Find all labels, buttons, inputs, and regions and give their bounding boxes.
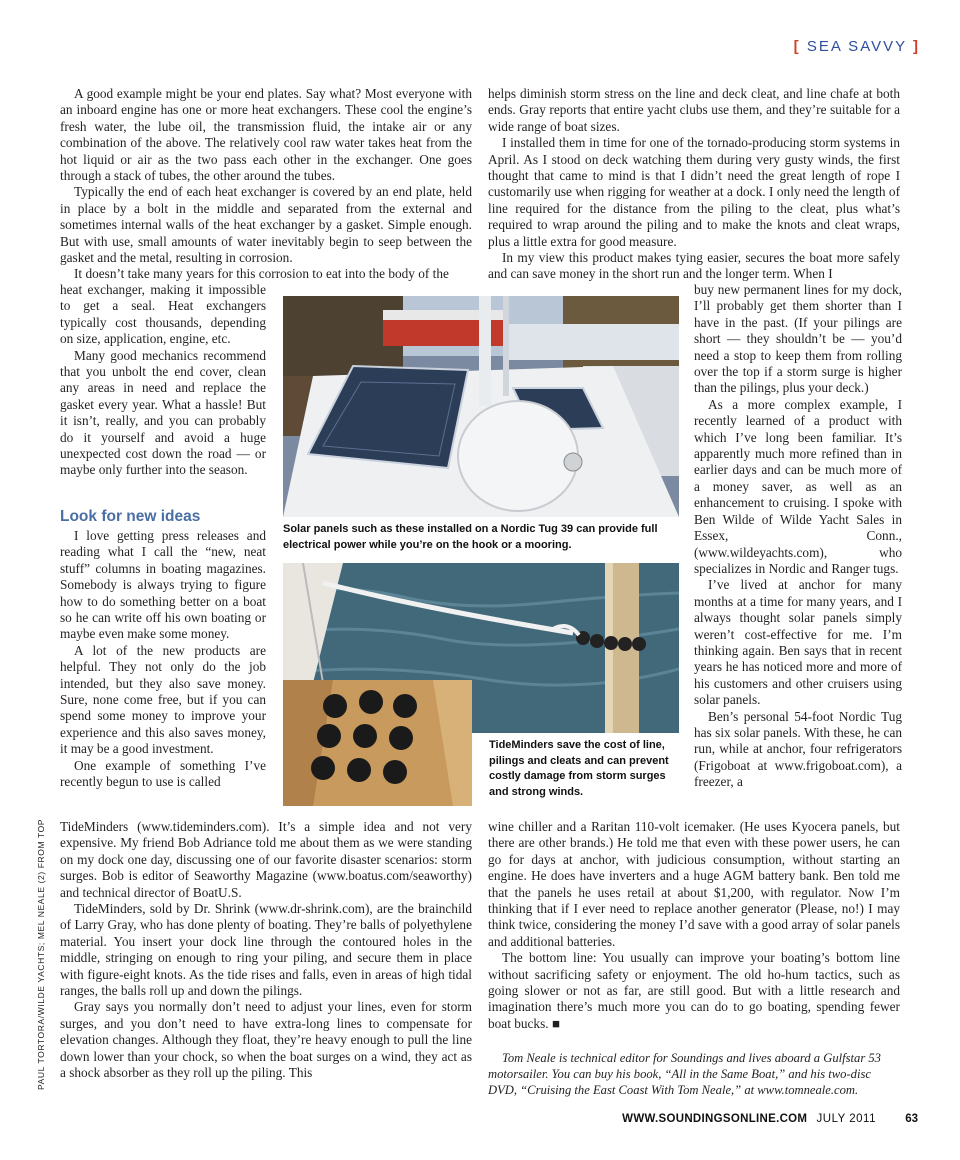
column-left-top bbox=[60, 86, 472, 283]
paragraph: It doesn’t take many years for this corrosion to eat into the body of the bbox=[74, 266, 449, 282]
photo-credit: PAUL TORTORA/WILDE YACHTS; MEL NEALE (2) FROM TOP bbox=[36, 818, 46, 1090]
subhead: Look for new ideas bbox=[60, 508, 201, 525]
bracket-open: [ bbox=[793, 38, 801, 55]
footer-issue-date: JULY 2011 bbox=[816, 1113, 876, 1125]
column-right-top bbox=[488, 86, 900, 283]
column-right-bottom bbox=[488, 819, 900, 1032]
solar-boat-illustration bbox=[283, 296, 679, 517]
paragraph: Ben’s personal 54-foot Nordic Tug has six solar panels. With these, he can run, while at anchor, four refrigerators (Frigoboat at www.frigoboat.com), a freezer, a bbox=[694, 708, 902, 790]
footer-url: WWW.SOUNDINGSONLINE.COM bbox=[622, 1113, 808, 1125]
paragraph: I love getting press releases and reading what I call the “new, neat stuff” columns in boating magazines. Somebody is always trying to figure how to do something better on a boat so he can write off his own boating or maybe even make some money. bbox=[60, 528, 266, 642]
caption-tideminders: TideMinders save the cost of line, pilings and cleats and can prevent costly damage from storm surges and strong winds. bbox=[489, 739, 669, 798]
paragraph: TideMinders (www.tideminders.com). It’s a simple idea and not very expensive. My friend Bob Adriance told me about them as we were standing on my dock one day, discussing one of our favorite disaster scenarios: storm surges. Bob is editor of Seaworthy Magazine (www.boatus.com/seaworthy) and technical director of BoatU.S. bbox=[60, 819, 472, 900]
paragraph: heat exchanger, making it impossible to get a seal. Heat exchangers typically cost thousands, depending on size, application, engine, etc. bbox=[60, 282, 266, 347]
column-left-bottom bbox=[60, 819, 472, 1082]
paragraph: helps diminish storm stress on the line and deck cleat, and line chafe at both ends. Gray reports that entire yacht clubs use them, and they’re suitable for a wide range of boat sizes. bbox=[488, 86, 900, 134]
paragraph: Many good mechanics recommend that you unbolt the end cover, clean any areas in need and replace the gasket every year. What a hassle! But it isn’t, really, and you can probably do it yourself and avoid a huge unexpected cost down the road — or maybe only further into the season. bbox=[60, 347, 266, 478]
page-footer bbox=[622, 1113, 918, 1125]
column-left-narrow bbox=[60, 282, 266, 479]
paragraph: One example of something I’ve recently begun to use is called bbox=[60, 757, 266, 790]
paragraph: I’ve lived at anchor for many months at a time for many years, and I always thought solar panels simply weren’t cost-effective for me. I’m thinking again. Ben says that in recent years he has noticed more and more of his customers and other cruisers using solar panels. bbox=[694, 577, 902, 708]
paragraph: The bottom line: You usually can improve your boating’s bottom line without sacrificing safety or enjoyment. The old ho-hum tactics, such as going slower or not as far, are still good. But with a little research and imagination there’s much more you can do to go boating, spending fewer boat bucks. ■ bbox=[488, 950, 900, 1031]
balls-box-illustration bbox=[283, 680, 472, 806]
column-left-ideas bbox=[60, 528, 266, 791]
photo-tideminders-box bbox=[283, 680, 472, 806]
section-title: SEA SAVVY bbox=[806, 38, 907, 55]
paragraph: A lot of the new products are helpful. They not only do the job intended, but they also save money. Sure, none come free, but if you can spend some money to improve your experience and this also saves money, it may be a good investment. bbox=[60, 642, 266, 757]
paragraph: I installed them in time for one of the tornado-producing storm systems in April. As I stood on deck watching them during very gusty winds, the first thought that came to mind is that I didn’t need the great length of rope I customarily use when rigging for weather at a dock. I only need the length of line required for the distance from the piling to the cleat, plus what’s required to wrap around the piling and to make the knots and cleat wraps, plus a little extra for good measure. bbox=[488, 135, 900, 249]
author-bio: Tom Neale is technical editor for Soundings and lives aboard a Gulfstar 53 motorsailer. You can buy his book, “All in the Same Boat,” and his two-disc DVD, “Cruising the East Coast With Tom Neale,” at www.tomneale.com. bbox=[488, 1051, 881, 1097]
paragraph: A good example might be your end plates. Say what? Most everyone with an inboard engine has one or more heat exchangers. These cool the engine’s fresh water, the lube oil, the transmission fluid, the intake air or any combination of the above. The relatively cool raw water takes heat from the hot liquid or air as the two pass each other in the exchanger. One goes through a stack of tubes, the other around the tubes. bbox=[60, 86, 472, 184]
page-number: 63 bbox=[905, 1113, 918, 1125]
paragraph: TideMinders, sold by Dr. Shrink (www.dr-shrink.com), are the brainchild of Larry Gray, who has done plenty of boating. They’re balls of polyethylene material. You insert your dock line through the contoured holes in the middle, stringing on enough to ring your piling, and secure them in place with figure-eight knots. As the tide rises and falls, even in areas of high tidal ranges, the balls roll up and down the pilings. bbox=[60, 901, 472, 999]
caption-solar-panels: Solar panels such as these installed on a Nordic Tug 39 can provide full electrical power while you’re on the hook or a mooring. bbox=[283, 523, 658, 551]
paragraph: In my view this product makes tying easier, secures the boat more safely and can save money in the short run and the longer term. When I bbox=[488, 250, 900, 282]
photo-solar-panels-boat bbox=[283, 296, 679, 517]
column-right-narrow bbox=[694, 282, 902, 791]
paragraph: buy new permanent lines for my dock, I’ll probably get them shorter than I have in the past. (If your pilings are short — they shouldn’t be — you’d need a stop to keep them from rolling over the top if a storm surge is higher than the pilings, plus your deck.) bbox=[694, 282, 902, 396]
bracket-close: ] bbox=[913, 38, 920, 55]
paragraph: wine chiller and a Raritan 110-volt icemaker. (He uses Kyocera panels, but there are other brands.) He told me that even with these power users, he can go for days at anchor, with judicious consumption, without starting an engine. He does have inverters and a huge AGM battery bank. Ben told me that the panels he uses retail at about $1,200, with regulator. Now I’m thinking that if I ever need to replace another generator (Please, no!) I may think twice, considering the money I’d save with a good array of solar panels and additional batteries. bbox=[488, 819, 900, 949]
paragraph: Gray says you normally don’t need to adjust your lines, even for storm surges, and you don’t need to have extra-long lines to compensate for elevation changes. Although they float, they’re heavy enough to pull the line down lower than your chock, so when the boat surges on a wind, they act as a shock absorber as they roll up the piling. This bbox=[60, 999, 472, 1081]
paragraph: As a more complex example, I recently learned of a product with which I’ve long been familiar. It’s apparently much more refined than in earlier days and can be much more of a money saver, as well as an enhancement to cruising. I spoke with Ben Wilde of Wilde Yacht Sales in Essex, Conn., (www.wildeyachts.com), who specializes in Nordic and Ranger tugs. bbox=[694, 396, 902, 576]
section-tag bbox=[794, 38, 920, 55]
paragraph: Typically the end of each heat exchanger is covered by an end plate, held in place by a bolt in the middle and separated from the external and sometimes internal walls of the heat exchanger by a gasket. Simple enough. But with use, small amounts of water inevitably begin to seep between the gasket and the metal, resulting in corrosion. bbox=[60, 184, 472, 266]
